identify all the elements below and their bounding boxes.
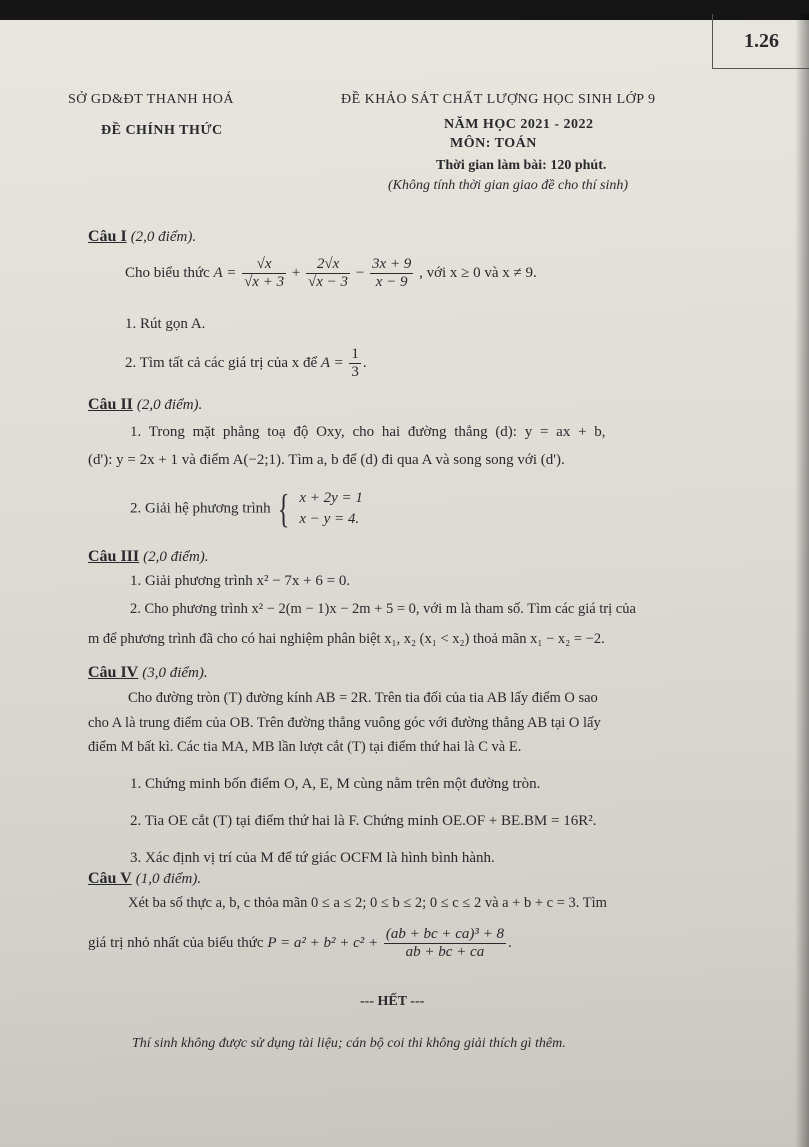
footer-note: Thí sinh không được sử dụng tài liệu; cán bộ coi thi không giải thích gì thêm.: [132, 1036, 566, 1051]
question-2-title: Câu II: [88, 396, 133, 413]
q1-part-2: 2. Tìm tất cả các giá trị của x để A = $\frac{1}{3}$ .: [125, 346, 367, 380]
q2-part-1-line-2: (d'): y = 2x + 1 và điểm A(−2;1). Tìm a, b để (d) đi qua A và song song với (d').: [88, 452, 565, 468]
exam-time: Thời gian làm bài: 120 phút.: [436, 158, 607, 173]
official-label: ĐỀ CHÍNH THỨC: [101, 123, 223, 138]
question-5-points: (1,0 điểm).: [135, 871, 202, 887]
q3-part-2-line-2: m để phương trình đã cho có hai nghiệm phân biệt x₁, x₂ (x₁ < x₂) thoả mãn x₁ − x₂ = −2.: [88, 631, 605, 647]
q1-condition: , với x ≥ 0 và x ≠ 9.: [419, 264, 537, 281]
school-year: NĂM HỌC 2021 - 2022: [444, 117, 594, 132]
question-1-heading: [88, 228, 196, 246]
end-marker: --- HẾT ---: [360, 994, 425, 1009]
question-3-heading: [88, 548, 209, 566]
question-4-title: Câu IV: [88, 664, 139, 681]
question-3-title: Câu III: [88, 548, 140, 565]
q4-line-1: Cho đường tròn (T) đường kính AB = 2R. Trên tia đối của tia AB lấy điểm O sao: [128, 690, 598, 706]
q1-part-1: 1. Rút gọn A.: [125, 316, 206, 332]
q5-fraction: $\frac{\text{(ab + bc + ca)³ + 8}}{ab + bc + ca}$: [385, 926, 505, 960]
q3-part-1: 1. Giải phương trình x² − 7x + 6 = 0.: [130, 573, 351, 589]
question-1-points: (2,0 điểm).: [130, 229, 197, 245]
q2-part-1-line-1: 1. Trong mặt phẳng toạ độ Oxy, cho hai đường thẳng (d): y = ax + b,: [130, 424, 606, 440]
q1-fraction-one-third: $\frac{1}{3}$: [351, 346, 359, 380]
q1-expression-line: Cho biểu thức A = $\frac{√x}{√x + 3}$ + $\frac{2√x}{√x - 3}$ − $\frac{3x + 9}{x - 9}$ , với x ≥ 0 và x ≠ 9.: [125, 256, 537, 290]
top-dark-edge: [0, 0, 809, 20]
question-4-heading: [88, 664, 208, 682]
question-2-heading: [88, 396, 202, 414]
question-5-title: Câu V: [88, 870, 132, 887]
q1-fraction-2: $\frac{2√x}{√x - 3}$: [308, 256, 349, 290]
question-5-heading: [88, 870, 201, 888]
question-1-title: Câu I: [88, 228, 127, 245]
q3-part-2-line-1: 2. Cho phương trình x² − 2(m − 1)x − 2m + 5 = 0, với m là tham số. Tìm các giá trị của: [130, 601, 636, 617]
question-2-points: (2,0 điểm).: [136, 397, 203, 413]
time-note: (Không tính thời gian giao đề cho thí sinh): [388, 178, 629, 193]
q4-part-3: 3. Xác định vị trí của M để tứ giác OCFM là hình bình hành.: [130, 850, 495, 866]
q1-a-eq: A =: [213, 264, 237, 281]
q4-line-2: cho A là trung điểm của OB. Trên đường thẳng vuông góc với đường thẳng AB tại O lấy: [88, 715, 601, 731]
q1-intro: Cho biểu thức: [125, 264, 210, 281]
q4-part-2: 2. Tia OE cắt (T) tại điểm thứ hai là F. Chứng minh OE.OF + BE.BM = 16R².: [130, 813, 597, 829]
right-shadow: [795, 14, 809, 1147]
q2-part-2: 2. Giải hệ phương trình { x + 2y = 1 x − y = 4.: [130, 486, 363, 531]
q1-fraction-1: $\frac{√x}{√x + 3}$: [244, 256, 285, 290]
q4-part-1: 1. Chứng minh bốn điểm O, A, E, M cùng nằm trên một đường tròn.: [130, 776, 541, 792]
q5-line-1: Xét ba số thực a, b, c thỏa mãn 0 ≤ a ≤ 2; 0 ≤ b ≤ 2; 0 ≤ c ≤ 2 và a + b + c = 3. Tìm: [128, 895, 607, 911]
dept-name: SỞ GD&ĐT THANH HOÁ: [68, 92, 234, 107]
exam-code: 1.26: [744, 30, 779, 52]
system-brace: {: [278, 486, 290, 531]
q1-fraction-3: $\frac{3x + 9}{x - 9}$: [372, 256, 412, 290]
exam-title: ĐỀ KHẢO SÁT CHẤT LƯỢNG HỌC SINH LỚP 9: [341, 92, 656, 107]
equation-system: x + 2y = 1 x − y = 4.: [299, 490, 363, 527]
question-3-points: (2,0 điểm).: [143, 549, 209, 565]
subject: MÔN: TOÁN: [450, 136, 537, 151]
q4-line-3: điểm M bất kì. Các tia MA, MB lần lượt cắt (T) tại điểm thứ hai là C và E.: [88, 739, 522, 755]
question-4-points: (3,0 điểm).: [142, 665, 208, 681]
q5-line-2: giá trị nhỏ nhất của biểu thức P = a² + b² + c² + $\frac{\text{(ab + bc + ca)³ + 8}}{ab + bc + ca}$ .: [88, 926, 512, 960]
